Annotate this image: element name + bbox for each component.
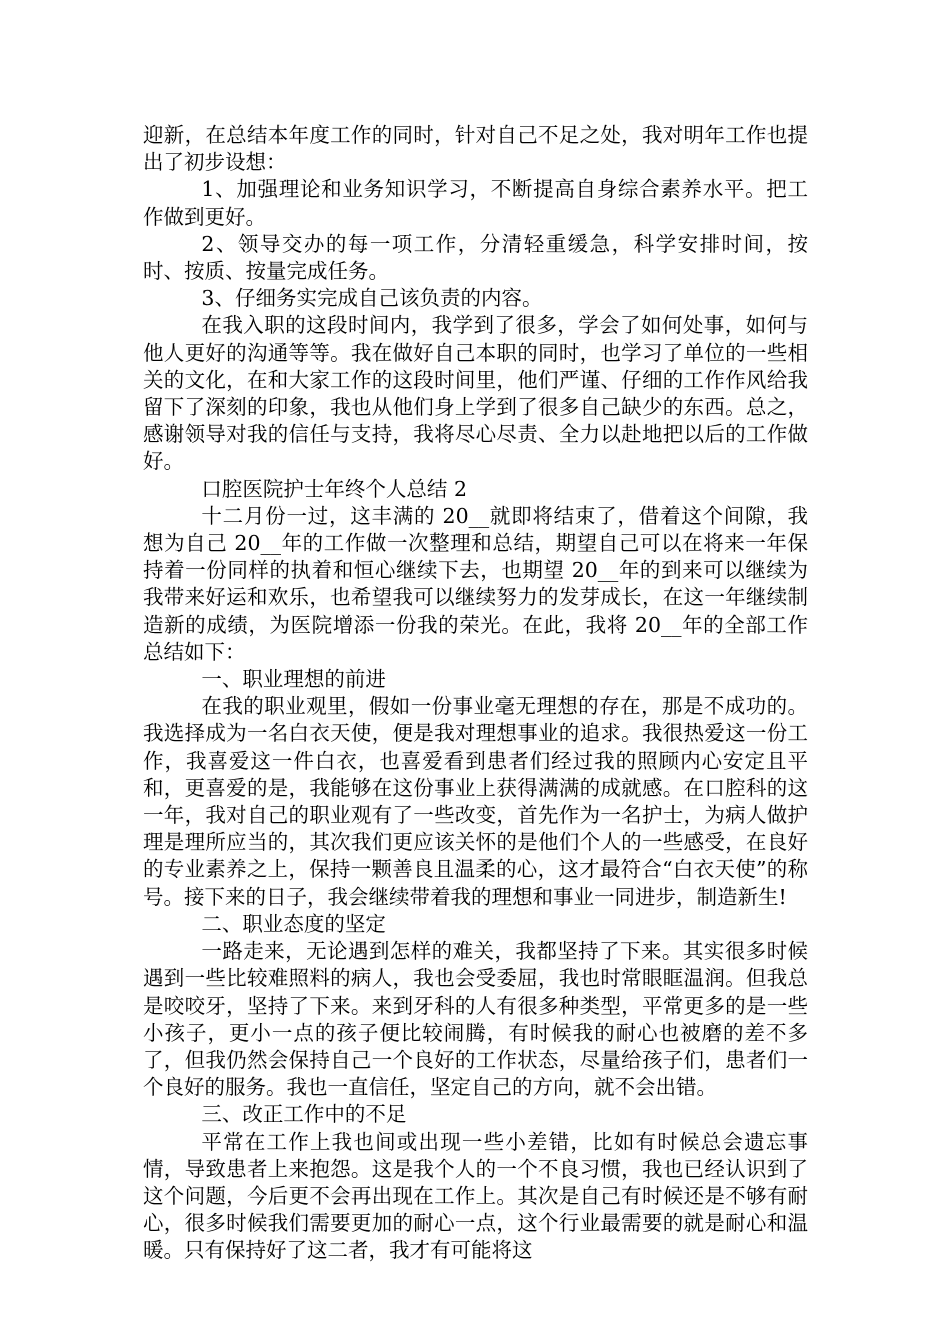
paragraph-continuation: 迎新，在总结本年度工作的同时，针对自己不足之处，我对明年工作也提出了初步设想： (143, 123, 808, 175)
heading-improvements: 三、改正工作中的不足 (201, 1102, 407, 1127)
heading-career-attitude: 二、职业态度的坚定 (201, 911, 386, 936)
heading-career-ideal: 一、职业理想的前进 (201, 667, 386, 692)
plan-item-3: 3、仔细务实完成自己该负责的内容。 (201, 286, 543, 311)
paragraph-intro: 十二月份一过，这丰满的 20__就即将结束了，借着这个间隙，我想为自己 20__年的工作做一次整理和总结，期望自己可以在将来一年保持着一份同样的执着和恒心继续下去，也期望 20__年的到来可以继续为我带来好运和欢乐，也希望我可以继续努力的发芽成长，在这一年继续制造新的成绩，为医院增添一份我的荣光。在此，我将 20__年的全部工作总结如下： (143, 503, 808, 664)
paragraph-improvements: 平常在工作上我也间或出现一些小差错，比如有时候总会遗忘事情，导致患者上来抱怨。这是我个人的一个不良习惯，我也已经认识到了这个问题，今后更不会再出现在工作上。其次是自己有时候还是不够有耐心，很多时候我们需要更加的耐心一点，这个行业最需要的就是耐心和温暖。只有保持好了这二者，我才有可能将这 (143, 1129, 808, 1263)
plan-item-2: 2、领导交办的每一项工作，分清轻重缓急，科学安排时间，按时、按质、按量完成任务。 (143, 231, 808, 284)
plan-item-1: 1、加强理论和业务知识学习，不断提高自身综合素养水平。把工作做到更好。 (143, 177, 808, 229)
paragraph-career-attitude: 一路走来，无论遇到怎样的难关，我都坚持了下来。其实很多时候遇到一些比较难照料的病人，我也会受委屈，我也时常眼眶温润。但我总是咬咬牙，坚持了下来。来到牙科的人有很多种类型，平常更多的是一些小孩子，更小一点的孩子便比较闹腾，有时候我的耐心也被磨的差不多了，但我仍然会保持自己一个良好的工作状态，尽量给孩子们，患者们一个良好的服务。我也一直信任，坚定自己的方向，就不会出错。 (143, 939, 808, 1100)
document-page (143, 122, 808, 1265)
paragraph-reflection: 在我入职的这段时间内，我学到了很多，学会了如何处事，如何与他人更好的沟通等等。我在做好自己本职的同时，也学习了单位的一些相关的文化，在和大家工作的这段时间里，他们严谨、仔细的工作作风给我留下了深刻的印象，我也从他们身上学到了很多自己缺少的东西。总之，感谢领导对我的信任与支持，我将尽心尽责、全力以赴地把以后的工作做好。 (143, 313, 808, 474)
section-title: 口腔医院护士年终个人总结 2 (201, 476, 467, 501)
paragraph-career-ideal: 在我的职业观里，假如一份事业毫无理想的存在，那是不成功的。我选择成为一名白衣天使，便是我对理想事业的追求。我很热爱这一份工作，我喜爱这一件白衣，也喜爱看到患者们经过我的照顾内心安定且平和，更喜爱的是，我能够在这份事业上获得满满的成就感。在口腔科的这一年，我对自己的职业观有了一些改变，首先作为一名护士，为病人做护理是理所应当的，其次我们更应该关怀的是他们个人的一些感受，在良好的专业素养之上，保持一颗善良且温柔的心，这才最符合“白衣天使”的称号。接下来的日子，我会继续带着我的理想和事业一同进步，制造新生! (143, 694, 808, 909)
